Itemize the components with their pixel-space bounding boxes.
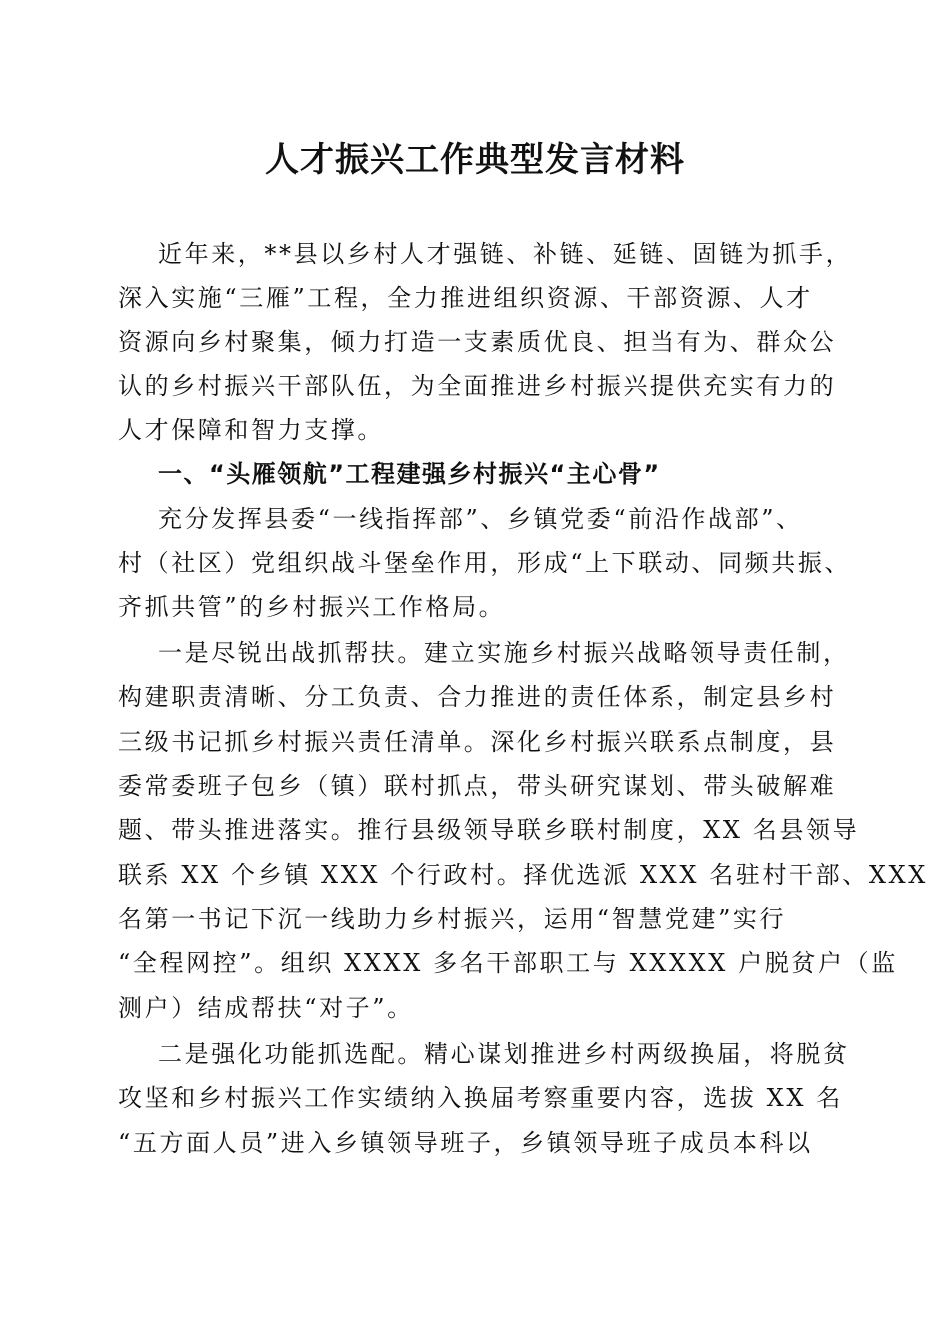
point-1-line-7: 名第一书记下沉一线助力乡村振兴，运用“智慧党建”实行 [118,905,787,933]
intro-line-4: 认的乡村振兴干部队伍，为全面推进乡村振兴提供充实有力的 [118,372,837,400]
document-title: 人才振兴工作典型发言材料 [265,140,685,180]
section-1-line-3: 齐抓共管”的乡村振兴工作格局。 [118,593,506,621]
point-1-line-6: 联系 XX 个乡镇 XXX 个行政村。择优选派 XXX 名驻村干部、XXX [118,861,928,889]
point-2-lead-rest: 精心谋划推进乡村两级换届，将脱贫 [424,1040,850,1068]
intro-line-5: 人才保障和智力支撑。 [118,416,384,444]
point-2-line-2: 攻坚和乡村振兴工作实绩纳入换届考察重要内容，选拔 XX 名 [118,1084,843,1112]
point-1-lead-rest: 建立实施乡村振兴战略领导责任制， [424,639,850,667]
point-1-line-5: 题、带头推进落实。推行县级领导联乡联村制度，XX 名县领导 [118,816,860,844]
point-1-line-8: “全程网控”。组织 XXXX 多名干部职工与 XXXXX 户脱贫户（监 [118,949,898,977]
section-1-heading: 一、“头雁领航”工程建强乡村振兴“主心骨” [158,460,661,488]
point-2-line-1 [158,1034,850,1074]
intro-line-1: 近年来，**县以乡村人才强链、补链、延链、固链为抓手， [158,240,853,268]
point-2-line-3: “五方面人员”进入乡镇领导班子，乡镇领导班子成员本科以 [118,1129,813,1157]
point-1-line-3: 三级书记抓乡村振兴责任清单。深化乡村振兴联系点制度，县 [118,728,837,756]
point-1-line-4: 委常委班子包乡（镇）联村抓点，带头研究谋划、带头破解难 [118,772,837,800]
point-1-line-1 [158,633,850,673]
intro-line-3: 资源向乡村聚集，倾力打造一支素质优良、担当有为、群众公 [118,328,837,356]
section-1-line-1: 充分发挥县委“一线指挥部”、乡镇党委“前沿作战部”、 [158,505,803,533]
section-1-line-2: 村（社区）党组织战斗堡垒作用，形成“上下联动、同频共振、 [118,549,852,577]
point-2-lead: 二是强化功能抓选配。 [158,1040,424,1068]
point-1-line-2: 构建职责清晰、分工负责、合力推进的责任体系，制定县乡村 [118,683,837,711]
point-1-lead: 一是尽锐出战抓帮扶。 [158,639,424,667]
point-1-line-9: 测户）结成帮扶“对子”。 [118,994,414,1022]
intro-line-2: 深入实施“三雁”工程，全力推进组织资源、干部资源、人才 [118,284,813,312]
